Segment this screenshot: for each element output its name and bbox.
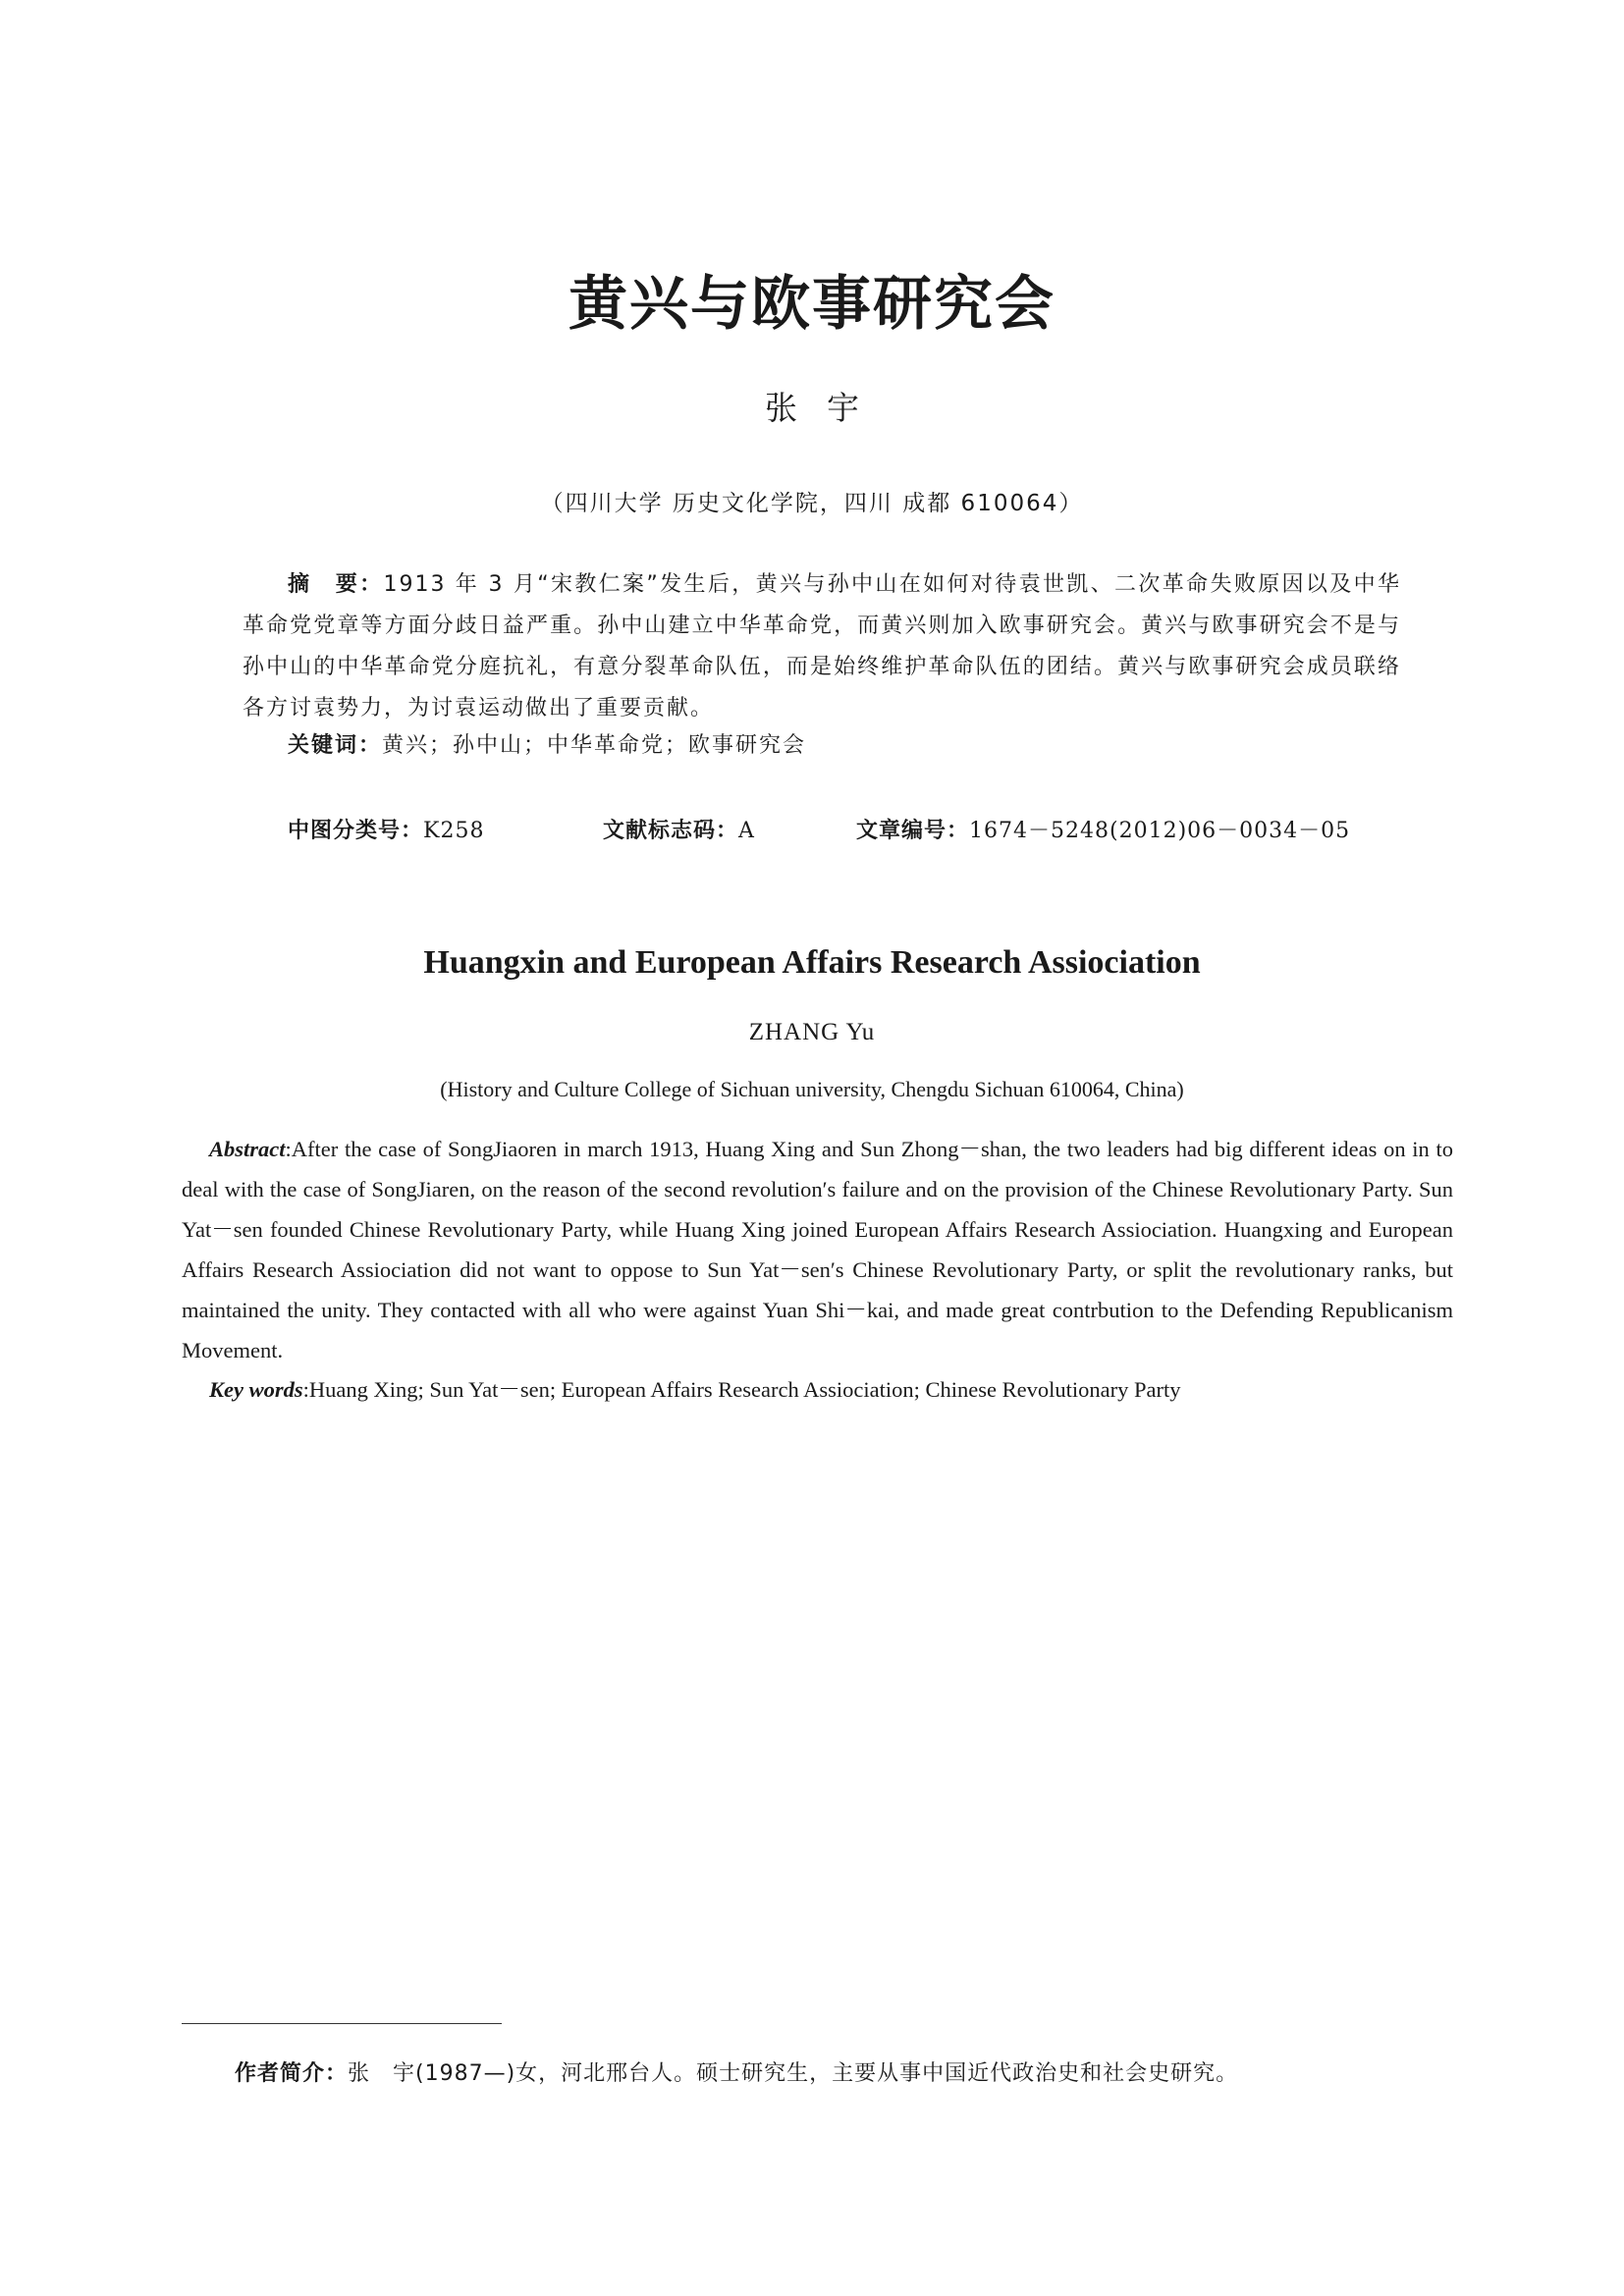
english-abstract-label: Abstract bbox=[209, 1137, 286, 1161]
english-abstract bbox=[182, 1129, 1453, 1370]
english-title: Huangxin and European Affairs Research Assiociation bbox=[423, 944, 1201, 981]
classification-number bbox=[288, 814, 484, 844]
english-author: ZHANG Yu bbox=[748, 1019, 876, 1045]
chinese-abstract-label: 摘 要： bbox=[288, 572, 384, 597]
chinese-keywords-label: 关键词： bbox=[288, 733, 383, 758]
author-footnote bbox=[235, 2056, 1462, 2087]
english-abstract-text: :After the case of SongJiaoren in march 1913, Huang Xing and Sun Zhong－shan, the two leaders had big different ideas on in to deal with the case of SongJiaren, on the reason of the second revolution′s failure and on the provision of the Chinese Revolutionary Party. Sun Yat－sen founded Chinese Revolutionary Party, while Huang Xing joined European Affairs Research Assiociation. Huangxing and European Affairs Research Assiociation did not want to oppose to Sun Yat－sen′s Chinese Revolutionary Party, or split the revolutionary ranks, but maintained the unity. They contacted with all who were against Yuan Shi－kai, and made great contrbution to the Defending Republicanism Movement. bbox=[182, 1137, 1453, 1362]
footnote-text: 张 宇(1987—)女，河北邢台人。硕士研究生，主要从事中国近代政治史和社会史研究。 bbox=[348, 2061, 1239, 2086]
article-number bbox=[856, 814, 1350, 844]
classification-value: K258 bbox=[423, 819, 485, 843]
chinese-affiliation: （四川大学 历史文化学院，四川 成都 610064） bbox=[540, 491, 1084, 516]
english-keywords bbox=[209, 1372, 1456, 1404]
footnote-rule bbox=[182, 2023, 502, 2024]
chinese-title: 黄兴与欧事研究会 bbox=[568, 270, 1056, 339]
footnote-label: 作者简介： bbox=[235, 2061, 349, 2086]
english-affiliation: (History and Culture College of Sichuan university, Chengdu Sichuan 610064, China) bbox=[440, 1077, 1184, 1101]
document-code bbox=[603, 814, 755, 844]
chinese-abstract-text: 1913 年 3 月“宋教仁案”发生后，黄兴与孙中山在如何对待袁世凯、二次革命失败原因以及中华革命党党章等方面分歧日益严重。孙中山建立中华革命党，而黄兴则加入欧事研究会。黄兴与欧事研究会不是与孙中山的中华革命党分庭抗礼，有意分裂革命队伍，而是始终维护革命队伍的团结。黄兴与欧事研究会成员联络各方讨袁势力，为讨袁运动做出了重要贡献。 bbox=[243, 572, 1401, 721]
document-code-label: 文献标志码： bbox=[603, 819, 739, 843]
english-keywords-label: Key words bbox=[209, 1377, 303, 1402]
chinese-author: 张宇 bbox=[765, 389, 889, 427]
chinese-keywords-text: 黄兴；孙中山；中华革命党；欧事研究会 bbox=[382, 733, 807, 758]
article-number-label: 文章编号： bbox=[856, 819, 970, 843]
english-keywords-text: :Huang Xing; Sun Yat－sen; European Affairs Research Assiociation; Chinese Revolutionary Party bbox=[302, 1377, 1181, 1402]
document-code-value: A bbox=[738, 819, 755, 843]
chinese-abstract bbox=[243, 564, 1401, 729]
chinese-keywords bbox=[288, 728, 1368, 759]
article-number-value: 1674－5248(2012)06－0034－05 bbox=[969, 819, 1351, 843]
classification-label: 中图分类号： bbox=[288, 819, 424, 843]
